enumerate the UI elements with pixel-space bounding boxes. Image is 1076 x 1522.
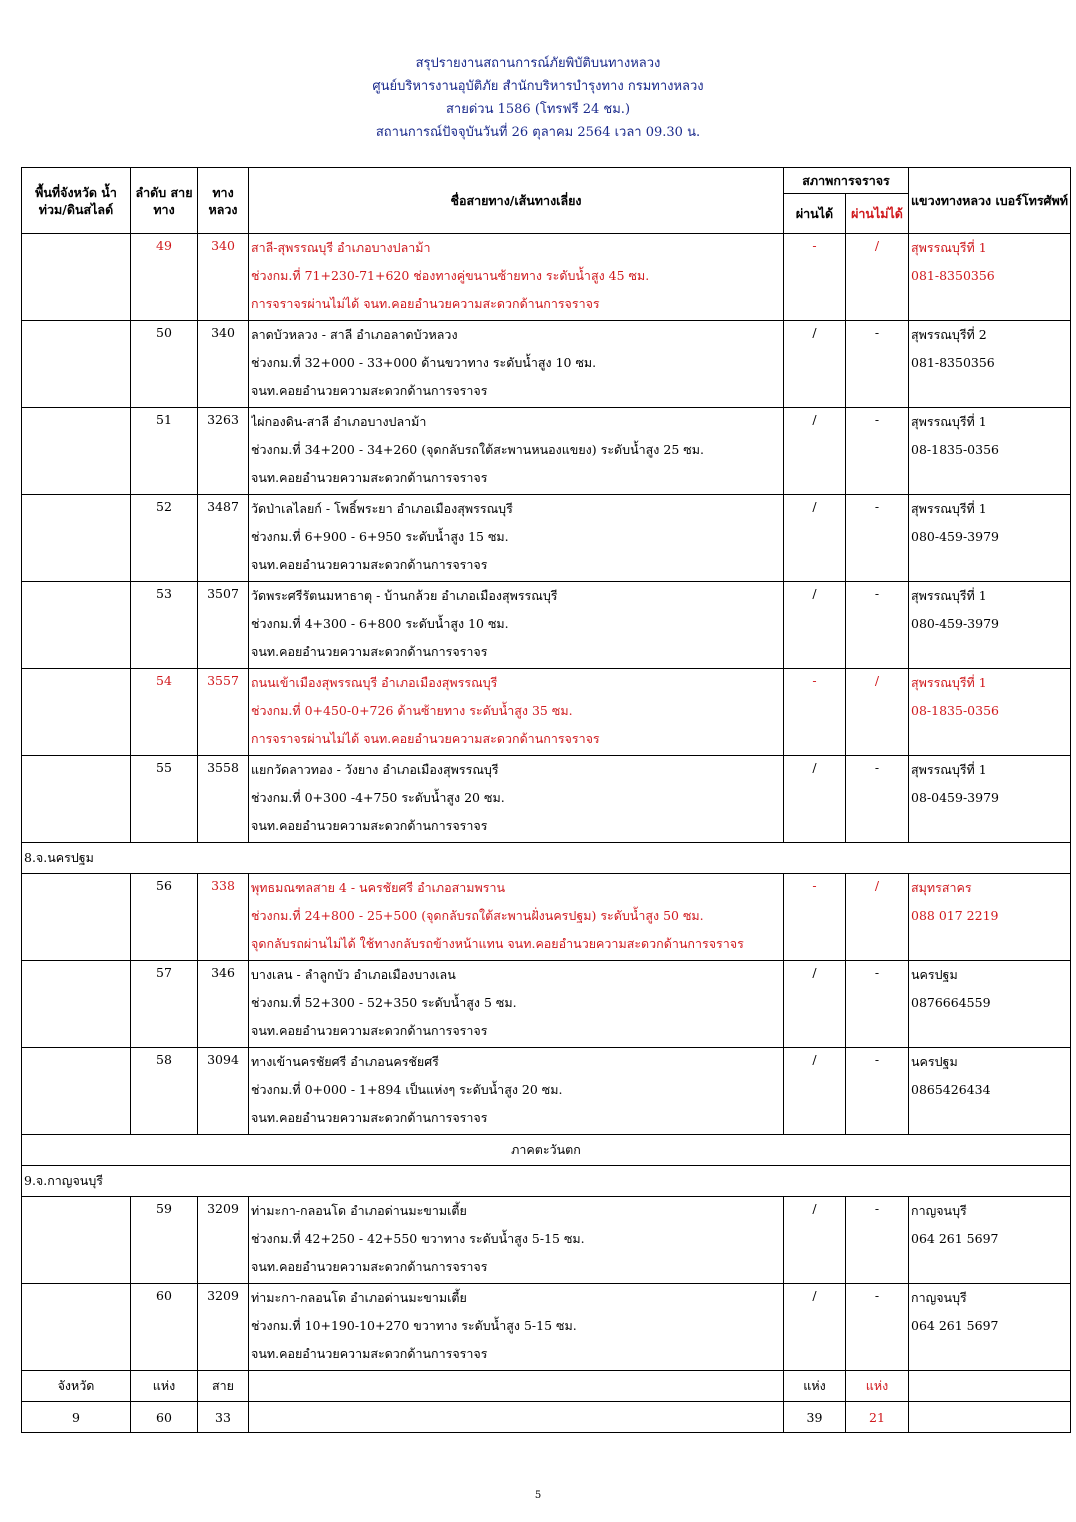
route-line: ช่วงกม.ที่ 0+000 - 1+894 เป็นแห่งๆ ระดับน้ำสูง 20 ซม.	[251, 1082, 563, 1097]
area-cell	[22, 669, 131, 756]
nopass-cell: -	[846, 408, 909, 495]
report-title: สรุปรายงานสถานการณ์ภัยพิบัติบนทางหลวง	[415, 56, 661, 71]
seq-cell: 54	[131, 669, 198, 756]
route-cell	[249, 408, 784, 495]
office-name: นครปฐม	[911, 967, 958, 982]
col-route-label: ชื่อสายทาง/เส้นทางเลี่ยง	[450, 193, 582, 208]
seq-cell: 60	[131, 1284, 198, 1371]
pass-cell: /	[784, 582, 846, 669]
pass-cell: /	[784, 495, 846, 582]
route-line: ท่ามะกา-กลอนโด อำเภอด่านมะขามเตี้ย	[251, 1203, 467, 1218]
region-row	[22, 1135, 1071, 1166]
seq-cell: 50	[131, 321, 198, 408]
total-locations: 60	[131, 1402, 198, 1433]
highway-cell: 3209	[198, 1197, 249, 1284]
highway-cell: 3487	[198, 495, 249, 582]
col-area	[22, 168, 131, 234]
office-cell	[909, 1284, 1071, 1371]
route-cell	[249, 874, 784, 961]
pass-cell: /	[784, 408, 846, 495]
route-cell	[249, 234, 784, 321]
route-cell	[249, 961, 784, 1048]
area-cell	[22, 408, 131, 495]
pass-cell: -	[784, 669, 846, 756]
route-line: ช่วงกม.ที่ 34+200 - 34+260 (จุดกลับรถใต้สะพานหนองแขยง) ระดับน้ำสูง 25 ซม.	[251, 442, 704, 457]
office-cell	[909, 669, 1071, 756]
totals-row	[22, 1402, 1071, 1433]
route-line: ช่วงกม.ที่ 10+190-10+270 ขวาทาง ระดับน้ำสูง 5-15 ซม.	[251, 1318, 577, 1333]
route-cell	[249, 582, 784, 669]
col-office	[909, 168, 1071, 234]
col-highway-label: ทาง หลวง	[208, 184, 238, 217]
report-datetime: สถานการณ์ปัจจุบันวันที่ 26 ตุลาคม 2564 เวลา 09.30 น.	[375, 125, 701, 140]
total-blank	[909, 1371, 1071, 1402]
seq-cell: 49	[131, 234, 198, 321]
total-routes: สาย	[198, 1371, 249, 1402]
highway-cell: 340	[198, 321, 249, 408]
nopass-cell: -	[846, 1048, 909, 1135]
office-phone: 081-8350356	[911, 268, 995, 283]
total-blank	[249, 1402, 784, 1433]
office-phone: 08-1835-0356	[911, 442, 999, 457]
area-cell	[22, 582, 131, 669]
seq-cell: 53	[131, 582, 198, 669]
office-name: นครปฐม	[911, 1054, 958, 1069]
seq-cell: 59	[131, 1197, 198, 1284]
total-routes: 33	[198, 1402, 249, 1433]
office-phone: 080-459-3979	[911, 616, 999, 631]
route-cell	[249, 756, 784, 843]
office-name: กาญจนบุรี	[911, 1203, 967, 1218]
total-nopass: แห่ง	[846, 1371, 909, 1402]
route-line: พุทธมณฑลสาย 4 - นครชัยศรี อำเภอสามพราน	[251, 880, 506, 895]
province-row	[22, 1166, 1071, 1197]
col-office-label: แขวงทางหลวง เบอร์โทรศัพท์	[911, 193, 1068, 208]
road-status-table	[21, 167, 1071, 1433]
table-row	[22, 582, 1071, 669]
nopass-cell: /	[846, 234, 909, 321]
nopass-cell: -	[846, 961, 909, 1048]
route-line: จนท.คอยอำนวยความสะดวกด้านการจราจร	[251, 1259, 488, 1274]
route-line: ช่วงกม.ที่ 0+450-0+726 ด้านซ้ายทาง ระดับน้ำสูง 35 ซม.	[251, 703, 573, 718]
nopass-cell: -	[846, 1197, 909, 1284]
route-line: จนท.คอยอำนวยความสะดวกด้านการจราจร	[251, 470, 488, 485]
total-blank	[249, 1371, 784, 1402]
route-line: ช่วงกม.ที่ 0+300 -4+750 ระดับน้ำสูง 20 ซม.	[251, 790, 505, 805]
office-phone: 064 261 5697	[911, 1318, 999, 1333]
office-cell	[909, 234, 1071, 321]
office-phone: 0876664559	[911, 995, 991, 1010]
seq-cell: 52	[131, 495, 198, 582]
col-status-label: สภาพการจราจร	[802, 173, 890, 188]
office-cell	[909, 1197, 1071, 1284]
nopass-cell: -	[846, 1284, 909, 1371]
office-cell	[909, 408, 1071, 495]
route-line: จนท.คอยอำนวยความสะดวกด้านการจราจร	[251, 1110, 488, 1125]
total-nopass: 21	[846, 1402, 909, 1433]
office-name: สมุทรสาคร	[911, 880, 972, 895]
route-line: จนท.คอยอำนวยความสะดวกด้านการจราจร	[251, 1346, 488, 1361]
nopass-cell: -	[846, 756, 909, 843]
office-name: สุพรรณบุรีที่ 2	[911, 327, 987, 342]
highway-cell: 3557	[198, 669, 249, 756]
office-phone: 080-459-3979	[911, 529, 999, 544]
pass-cell: /	[784, 321, 846, 408]
seq-cell: 51	[131, 408, 198, 495]
pass-cell: -	[784, 874, 846, 961]
route-cell	[249, 1197, 784, 1284]
office-name: สุพรรณบุรีที่ 1	[911, 675, 987, 690]
nopass-cell: -	[846, 495, 909, 582]
total-provinces: 9	[22, 1402, 131, 1433]
route-line: ช่วงกม.ที่ 4+300 - 6+800 ระดับน้ำสูง 10 ซม.	[251, 616, 509, 631]
total-pass: แห่ง	[784, 1371, 846, 1402]
table-row	[22, 961, 1071, 1048]
report-agency: ศูนย์บริหารงานอุบัติภัย สำนักบริหารบำรุงทาง กรมทางหลวง	[372, 79, 704, 94]
page-number: 5	[534, 1490, 542, 1501]
total-provinces: จังหวัด	[22, 1371, 131, 1402]
office-phone: 08-0459-3979	[911, 790, 999, 805]
col-nopass-label: ผ่านไม่ได้	[851, 206, 903, 221]
area-cell	[22, 1197, 131, 1284]
report-hotline: สายด่วน 1586 (โทรฟรี 24 ชม.)	[445, 102, 631, 117]
area-cell	[22, 495, 131, 582]
col-area-label: พื้นที่จังหวัด น้ำท่วม/ดินสไลด์	[35, 184, 117, 217]
route-line: แยกวัดลาวทอง - วังยาง อำเภอเมืองสุพรรณบุรี	[251, 762, 499, 777]
table-row	[22, 408, 1071, 495]
col-pass	[784, 194, 846, 234]
route-line: ช่วงกม.ที่ 42+250 - 42+550 ขวาทาง ระดับน้ำสูง 5-15 ซม.	[251, 1231, 585, 1246]
col-status	[784, 168, 909, 194]
pass-cell: -	[784, 234, 846, 321]
table-row	[22, 1048, 1071, 1135]
route-line: ถนนเข้าเมืองสุพรรณบุรี อำเภอเมืองสุพรรณบุรี	[251, 675, 498, 690]
table-row	[22, 669, 1071, 756]
total-locations: แห่ง	[131, 1371, 198, 1402]
route-line: ช่วงกม.ที่ 6+900 - 6+950 ระดับน้ำสูง 15 ซม.	[251, 529, 509, 544]
route-line: จนท.คอยอำนวยความสะดวกด้านการจราจร	[251, 644, 488, 659]
route-line: ไผ่กองดิน-สาลี อำเภอบางปลาม้า	[251, 414, 427, 429]
area-cell	[22, 1048, 131, 1135]
area-cell	[22, 321, 131, 408]
office-name: สุพรรณบุรีที่ 1	[911, 588, 987, 603]
route-line: ช่วงกม.ที่ 32+000 - 33+000 ด้านขวาทาง ระดับน้ำสูง 10 ซม.	[251, 355, 597, 370]
office-cell	[909, 1048, 1071, 1135]
table-row	[22, 874, 1071, 961]
office-cell	[909, 582, 1071, 669]
nopass-cell: /	[846, 669, 909, 756]
route-line: ช่วงกม.ที่ 71+230-71+620 ช่องทางคู่ขนานซ้ายทาง ระดับน้ำสูง 45 ซม.	[251, 268, 650, 283]
highway-cell: 3094	[198, 1048, 249, 1135]
route-line: จนท.คอยอำนวยความสะดวกด้านการจราจร	[251, 1023, 488, 1038]
highway-cell: 3209	[198, 1284, 249, 1371]
total-pass: 39	[784, 1402, 846, 1433]
pass-cell: /	[784, 1048, 846, 1135]
office-name: สุพรรณบุรีที่ 1	[911, 762, 987, 777]
highway-cell: 346	[198, 961, 249, 1048]
col-pass-label: ผ่านได้	[795, 206, 834, 221]
pass-cell: /	[784, 1197, 846, 1284]
area-cell	[22, 234, 131, 321]
route-cell	[249, 1048, 784, 1135]
route-line: จนท.คอยอำนวยความสะดวกด้านการจราจร	[251, 818, 488, 833]
highway-cell: 340	[198, 234, 249, 321]
seq-cell: 57	[131, 961, 198, 1048]
route-cell	[249, 321, 784, 408]
route-line: จนท.คอยอำนวยความสะดวกด้านการจราจร	[251, 383, 488, 398]
route-line: ท่ามะกา-กลอนโด อำเภอด่านมะขามเตี้ย	[251, 1290, 467, 1305]
route-line: ช่วงกม.ที่ 24+800 - 25+500 (จุดกลับรถใต้สะพานฝั่งนครปฐม) ระดับน้ำสูง 50 ซม.	[251, 908, 704, 923]
nopass-cell: /	[846, 874, 909, 961]
table-row	[22, 756, 1071, 843]
route-line: ลาดบัวหลวง - สาลี อำเภอลาดบัวหลวง	[251, 327, 458, 342]
col-route	[249, 168, 784, 234]
route-line: การจราจรผ่านไม่ได้ จนท.คอยอำนวยความสะดวกด้านการจราจร	[251, 296, 600, 311]
highway-cell: 3263	[198, 408, 249, 495]
seq-cell: 58	[131, 1048, 198, 1135]
office-cell	[909, 321, 1071, 408]
area-cell	[22, 756, 131, 843]
route-line: วัดพระศรีรัตนมหาธาตุ - บ้านกล้วย อำเภอเมืองสุพรรณบุรี	[251, 588, 558, 603]
route-line: จุดกลับรถผ่านไม่ได้ ใช้ทางกลับรถข้างหน้าแทน จนท.คอยอำนวยความสะดวกด้านการจราจร	[251, 936, 744, 951]
route-cell	[249, 1284, 784, 1371]
office-cell	[909, 961, 1071, 1048]
nopass-cell: -	[846, 582, 909, 669]
highway-cell: 3507	[198, 582, 249, 669]
table-row	[22, 495, 1071, 582]
highway-cell: 338	[198, 874, 249, 961]
office-cell	[909, 495, 1071, 582]
province-row	[22, 843, 1071, 874]
office-cell	[909, 756, 1071, 843]
route-line: ทางเข้านครชัยศรี อำเภอนครชัยศรี	[251, 1054, 439, 1069]
route-line: ช่วงกม.ที่ 52+300 - 52+350 ระดับน้ำสูง 5 ซม.	[251, 995, 517, 1010]
col-highway	[198, 168, 249, 234]
office-cell	[909, 874, 1071, 961]
area-cell	[22, 874, 131, 961]
area-cell	[22, 961, 131, 1048]
province-label: 9.จ.กาญจนบุรี	[22, 1166, 1071, 1197]
region-label: ภาคตะวันตก	[22, 1135, 1071, 1166]
area-cell	[22, 1284, 131, 1371]
pass-cell: /	[784, 1284, 846, 1371]
route-cell	[249, 495, 784, 582]
office-phone: 064 261 5697	[911, 1231, 999, 1246]
highway-cell: 3558	[198, 756, 249, 843]
table-row	[22, 321, 1071, 408]
route-line: วัดป่าเลไลยก์ - โพธิ์พระยา อำเภอเมืองสุพรรณบุรี	[251, 501, 513, 516]
table-body	[22, 234, 1071, 1433]
office-name: สุพรรณบุรีที่ 1	[911, 501, 987, 516]
office-name: สุพรรณบุรีที่ 1	[911, 414, 987, 429]
report-header	[0, 52, 1076, 144]
office-phone: 088 017 2219	[911, 908, 999, 923]
office-name: กาญจนบุรี	[911, 1290, 967, 1305]
pass-cell: /	[784, 756, 846, 843]
pass-cell: /	[784, 961, 846, 1048]
col-seq	[131, 168, 198, 234]
col-seq-label: ลำดับ สายทาง	[135, 184, 193, 217]
route-line: จนท.คอยอำนวยความสะดวกด้านการจราจร	[251, 557, 488, 572]
nopass-cell: -	[846, 321, 909, 408]
office-name: สุพรรณบุรีที่ 1	[911, 240, 987, 255]
seq-cell: 55	[131, 756, 198, 843]
table-row	[22, 1284, 1071, 1371]
col-nopass	[846, 194, 909, 234]
office-phone: 0865426434	[911, 1082, 991, 1097]
office-phone: 081-8350356	[911, 355, 995, 370]
total-blank	[909, 1402, 1071, 1433]
route-line: สาลี-สุพรรณบุรี อำเภอบางปลาม้า	[251, 240, 431, 255]
route-cell	[249, 669, 784, 756]
route-line: บางเลน - ลำลูกบัว อำเภอเมืองบางเลน	[251, 967, 456, 982]
office-phone: 08-1835-0356	[911, 703, 999, 718]
totals-header-row	[22, 1371, 1071, 1402]
table-row	[22, 1197, 1071, 1284]
route-line: การจราจรผ่านไม่ได้ จนท.คอยอำนวยความสะดวกด้านการจราจร	[251, 731, 600, 746]
province-label: 8.จ.นครปฐม	[22, 843, 1071, 874]
seq-cell: 56	[131, 874, 198, 961]
table-row	[22, 234, 1071, 321]
